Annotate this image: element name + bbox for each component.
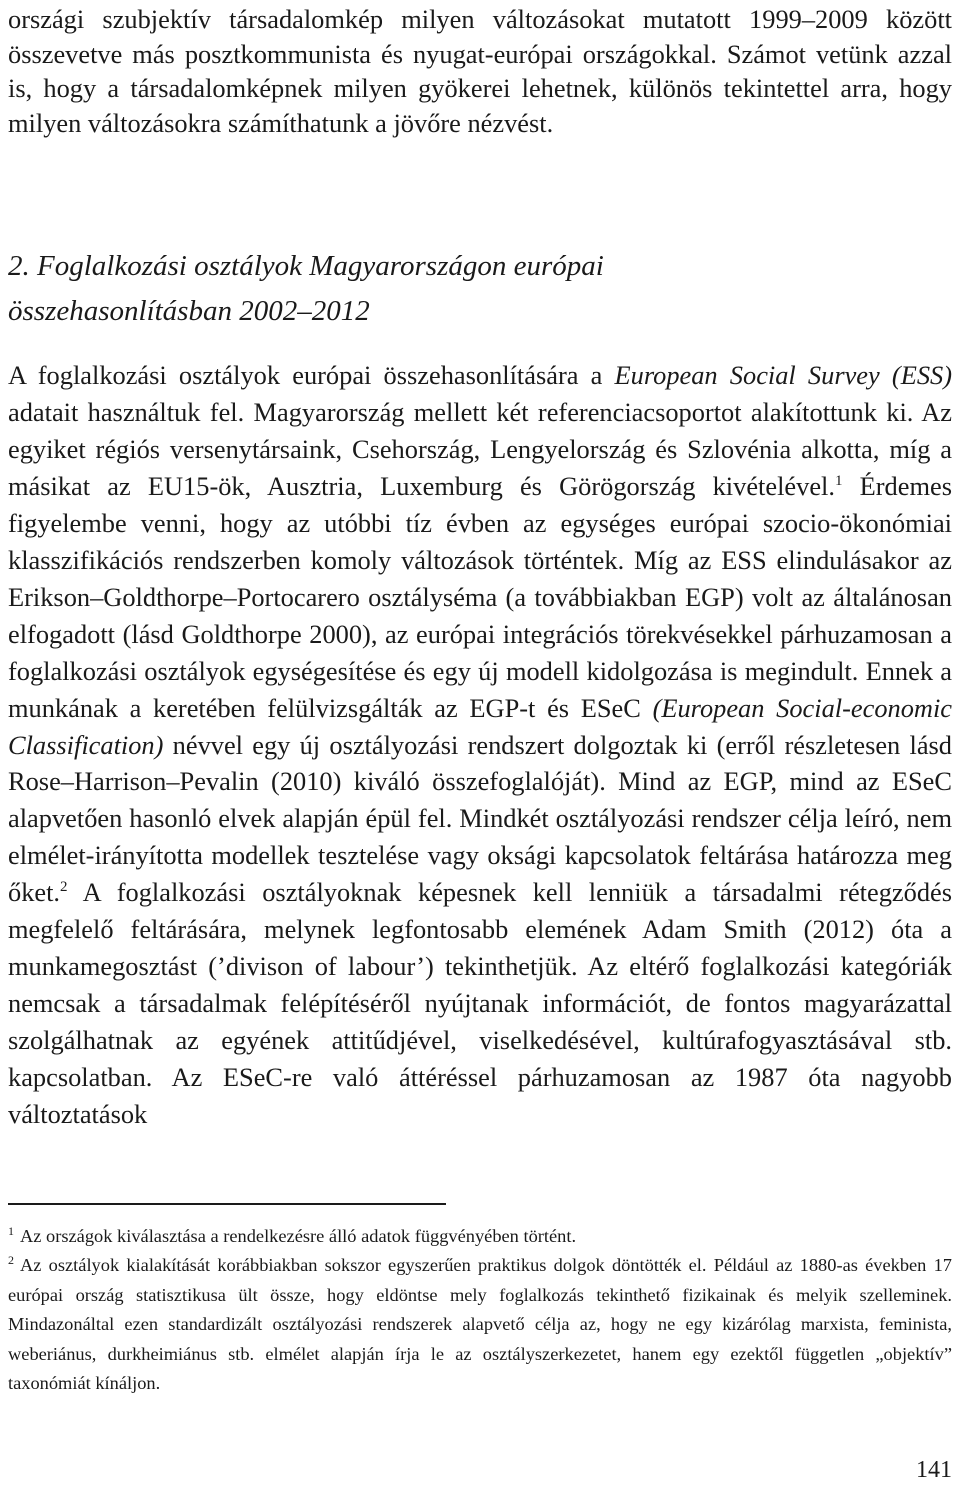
body-text-3: A foglalkozási osztályoknak képesnek kell lenniük a társadalmi rétegződés megfelelő feltárására, melynek legfontosabb elemének Adam Smith (2012) óta a munkamegosztást (’divison of labour’) tekinthetjük. Az eltérő foglalkozási kategóriák nemcsak a társadalmak felépítéséről nyújtanak információt, de fontos magyarázattal szolgálhatnak az egyének attitűdjével, viselkedésével, kultúrafogyasztásával stb. kapcsolatban. Az ESeC-re való áttéréssel párhuzamosan az 1987 óta nagyobb változtatások [8,877,952,1130]
footnote-ref-1[interactable]: 1 [834,472,843,489]
footnotes [8,1222,952,1398]
footnote-2 [8,1251,952,1398]
footnote-ref-2[interactable]: 2 [60,879,68,896]
section-heading-line-2: összehasonlításban 2002–2012 [8,295,370,327]
footnote-1-text: Az országok kiválasztása a rendelkezésre álló adatok függvényében történt. [20,1226,577,1246]
footnote-2-mark: 2 [8,1253,14,1268]
body-text-2a: Érdemes figyelembe venni, hogy az utóbbi tíz évben az egységes európai szocio-ökonómiai klasszifikációs rendszerben komoly változások történtek. Míg az ESS elindulásakor az Erikson–Goldthorpe–Portocarero osztályséma (a továbbiakban EGP) volt az általánosan elfogadott (lásd Goldthorpe 2000), az európai integrációs törekvésekkel párhuzamosan a foglalkozási osztályok egységesítése és egy új modell kidolgozása is megindult. Ennek a munkának a keretében felülvizsgálták az EGP-t és ESeC [8,470,952,723]
body-italic-esec: (European Social-economic Classification) [8,692,953,760]
page-number: 141 [916,1457,952,1483]
footnote-separator [8,1203,446,1205]
body-text-1a: A foglalkozási osztályok európai összehasonlítására a [8,360,615,390]
footnote-1-mark: 1 [8,1224,14,1238]
section-heading-line-1: 2. Foglalkozási osztályok Magyarországon európai [8,250,604,282]
footnote-2-text: Az osztályok kialakítását korábbiakban sokszor egyszerűen praktikus dolgok döntötték el. Például az 1880-as években 17 európai ország statisztikusa ült össze, hogy eldöntse mely foglalkozás tekinthető fizikainak és melyik szelleminek. Mindazonáltal ezen standardizált osztályozási rendszerek alapvető célja az, hogy ne egy kizárólag marxista, feminista, weberiánus, durkheimiánus stb. elmélet alapján írja le az osztályszerkezetet, hanem egy ezektől független „objektív” taxonómiát kínáljon. [8,1255,952,1394]
body-italic-ess: European Social Survey (ESS) [614,360,952,390]
body-text-2b: névvel egy új osztályozási rendszert dolgoztak ki (erről részletesen lásd Rose–Harrison–Pevalin (2010) kiváló összefoglalóját). Mind az EGP, mind az ESeC alapvetően hasonló elvek alapján épül fel. Mindkét osztályozási rendszer célja leíró, nem elmélet-irányította modellek tesztelése vagy oksági kapcsolatok feltárása határozza meg őket. [8,729,952,908]
footnote-1 [8,1222,952,1251]
body-paragraph [8,357,952,1133]
section-heading [8,244,952,334]
intro-paragraph: országi szubjektív társadalomkép milyen változásokat mutatott 1999–2009 között összevetve más posztkommunista és nyugat-európai országokkal. Számot vetünk azzal is, hogy a társadalomképnek milyen gyökerei lehetnek, különös tekintettel arra, hogy milyen változásokra számíthatunk a jövőre nézvést. [8,4,952,138]
body-text-1b: adatait használtuk fel. Magyarország mellett két referenciacsoportot alakítottunk ki. Az egyiket régiós versenytársaink, Csehország, Lengyelország és Szlovénia alkotta, míg a másikat az EU15-ök, Ausztria, Luxemburg és Görögország kivételével. [8,396,952,501]
